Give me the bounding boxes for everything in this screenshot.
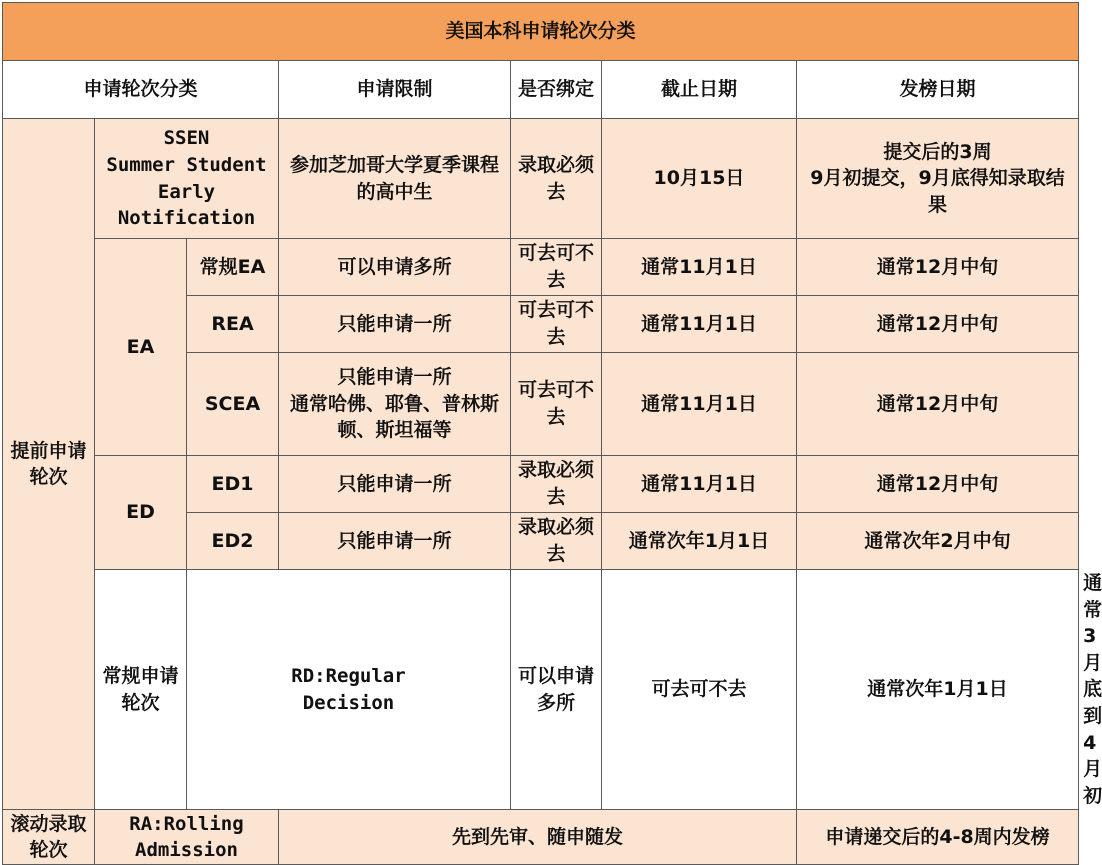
header-release: 发榜日期 (797, 61, 1079, 119)
ed-row-name: ED1 (187, 456, 279, 513)
ra-name-line: Admission (135, 839, 238, 862)
group-early-round: 提前申请轮次 (3, 119, 95, 810)
restriction-line: 通常哈佛、耶鲁、普林斯顿、斯坦福等 (289, 392, 499, 442)
ea-row-deadline: 通常11月1日 (602, 239, 797, 296)
rd-name (187, 570, 511, 810)
group-ed: ED (95, 456, 187, 570)
ssen-name-line: Summer Student (106, 153, 267, 176)
header-restriction: 申请限制 (279, 61, 511, 119)
ssen-release-line: 提交后的3周 (883, 140, 992, 163)
ssen-deadline: 10月15日 (602, 119, 797, 239)
table-row (3, 119, 1079, 239)
rd-name-line: RD:Regular (291, 665, 406, 688)
ed-row-binding: 录取必须去 (511, 456, 602, 513)
ea-row-restriction: 可以申请多所 (279, 239, 511, 296)
ea-row-restriction (279, 353, 511, 456)
ra-release: 申请递交后的4-8周内发榜 (797, 810, 1079, 865)
ssen-name-line: SSEN (163, 127, 210, 150)
table-row (3, 239, 1079, 296)
ed-row-deadline: 通常11月1日 (602, 456, 797, 513)
group-ra: 滚动录取轮次 (3, 810, 95, 865)
rounds-table (2, 2, 1102, 865)
table-row: 常规申请轮次 RD:Regular Decision 可以申请多所 可去可不去 通常次年1月1日 通常3月底到4月初 (3, 570, 1079, 810)
table-row (3, 810, 1079, 865)
rd-binding: 可去可不去 (602, 570, 797, 810)
ea-row-deadline: 通常11月1日 (602, 353, 797, 456)
ed-row-name: ED2 (187, 513, 279, 570)
ssen-name-line: Early (157, 180, 216, 203)
ssen-name (95, 119, 279, 239)
ra-name-line: RA:Rolling (129, 812, 244, 835)
ssen-release (797, 119, 1079, 239)
rd-restriction: 可以申请多所 (511, 570, 602, 810)
group-rd: 常规申请轮次 (95, 570, 187, 810)
ed-row-restriction: 只能申请一所 (279, 513, 511, 570)
table-title: 美国本科申请轮次分类 (3, 3, 1079, 61)
ea-row-deadline: 通常11月1日 (602, 296, 797, 353)
header-binding: 是否绑定 (511, 61, 602, 119)
ea-row-binding: 可去可不去 (511, 239, 602, 296)
ssen-restriction: 参加芝加哥大学夏季课程的高中生 (279, 119, 511, 239)
header-category: 申请轮次分类 (3, 61, 279, 119)
ea-row-name: 常规EA (187, 239, 279, 296)
ra-restriction: 先到先审、随申随发 (279, 810, 797, 865)
ea-row-binding: 可去可不去 (511, 296, 602, 353)
ea-row-release: 通常12月中旬 (797, 296, 1079, 353)
rd-name-line: Decision (302, 691, 395, 714)
ea-row-release: 通常12月中旬 (797, 353, 1079, 456)
ea-row-release: 通常12月中旬 (797, 239, 1079, 296)
table-row (3, 456, 1079, 513)
ed-row-deadline: 通常次年1月1日 (602, 513, 797, 570)
ea-row-restriction: 只能申请一所 (279, 296, 511, 353)
ea-row-binding: 可去可不去 (511, 353, 602, 456)
ra-name (95, 810, 279, 865)
ed-row-binding: 录取必须去 (511, 513, 602, 570)
ea-row-name: SCEA (187, 353, 279, 456)
ssen-release-line: 9月初提交，9月底得知录取结果 (810, 167, 1065, 216)
ea-row-name: REA (187, 296, 279, 353)
group-ea: EA (95, 239, 187, 456)
ssen-binding: 录取必须去 (511, 119, 602, 239)
ed-row-restriction: 只能申请一所 (279, 456, 511, 513)
header-deadline: 截止日期 (602, 61, 797, 119)
ed-row-release: 通常12月中旬 (797, 456, 1079, 513)
ssen-name-line: Notification (117, 207, 256, 230)
ed-row-release: 通常次年2月中旬 (797, 513, 1079, 570)
rd-deadline: 通常次年1月1日 (797, 570, 1079, 810)
restriction-line: 只能申请一所 (337, 366, 452, 389)
